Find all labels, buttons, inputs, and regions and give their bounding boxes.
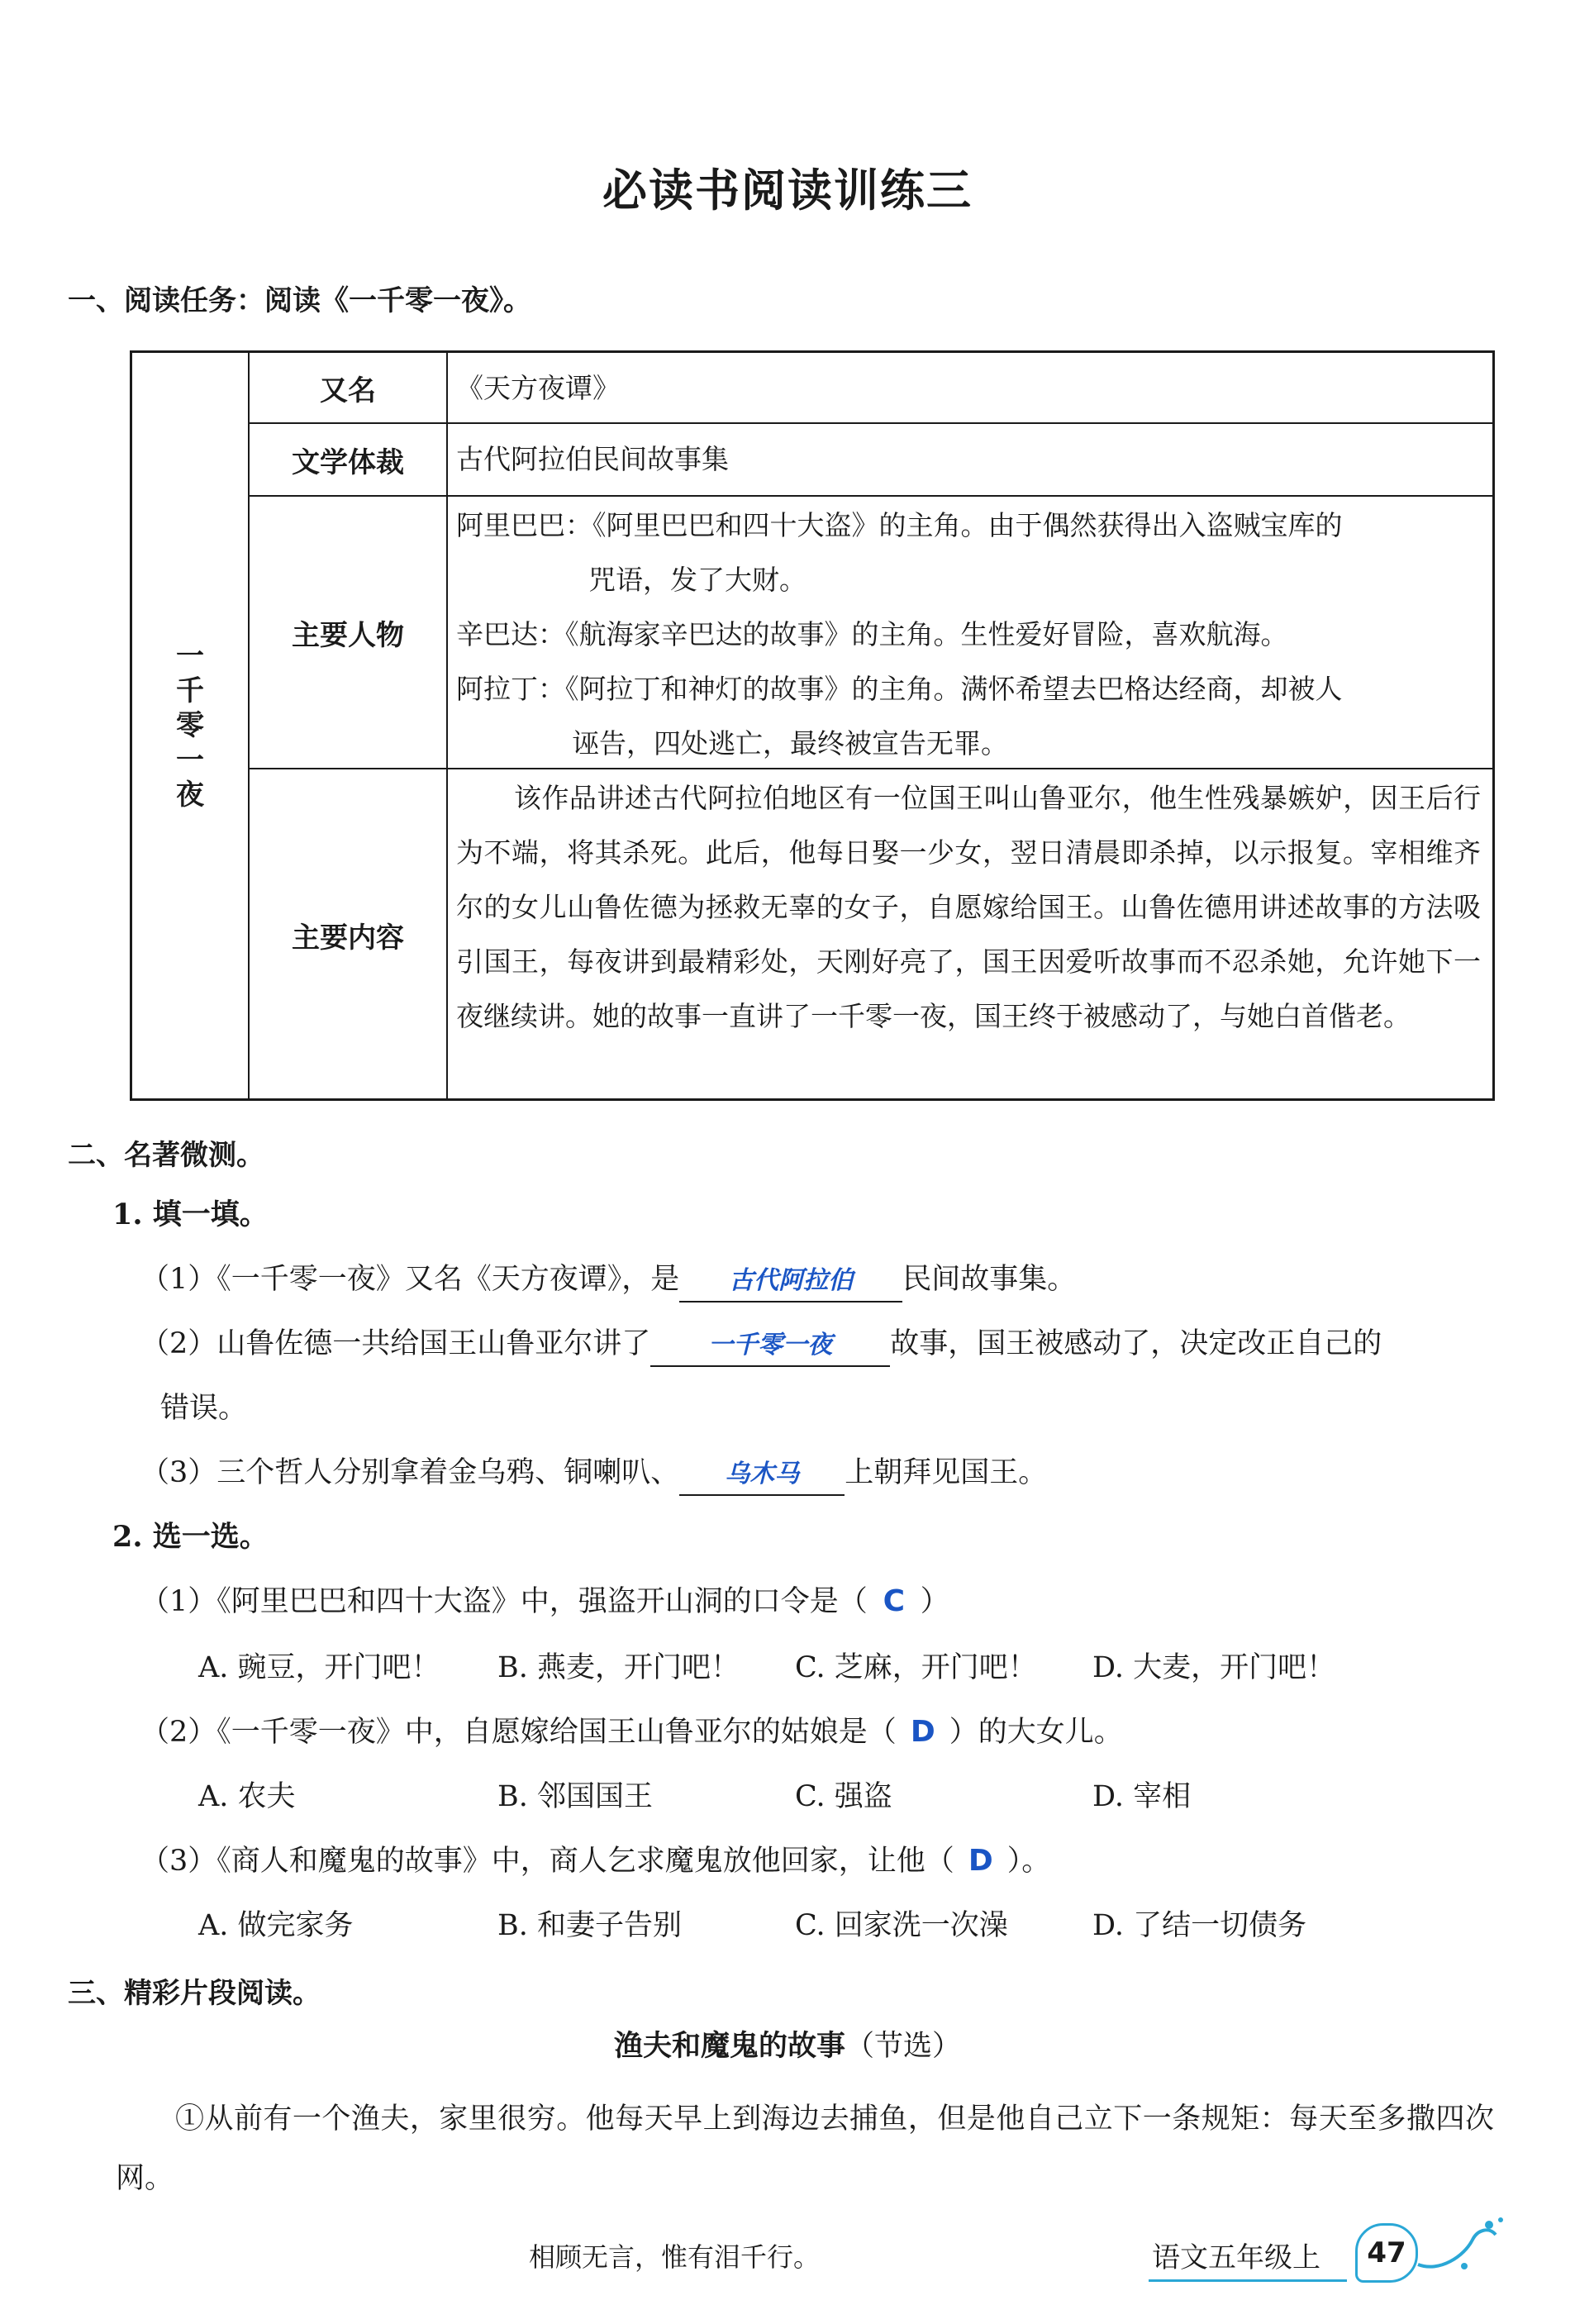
question-text: （3）《商人和魔鬼的故事》中，商人乞求魔鬼放他回家，让他（ — [140, 1845, 954, 1878]
option-b[interactable]: B. 邻国国王 — [497, 1780, 653, 1813]
option-a[interactable]: A. 豌豆，开门吧！ — [198, 1651, 440, 1684]
choose-options-3 — [198, 1906, 1355, 1947]
answer-blank[interactable]: 古代阿拉伯 — [679, 1261, 902, 1302]
question-text: 上朝拜见国王。 — [845, 1456, 1048, 1489]
decorative-swirl-icon — [1415, 2215, 1506, 2281]
choose-options-1 — [198, 1648, 1355, 1689]
genre-value: 古代阿拉伯民间故事集 — [456, 443, 729, 475]
option-c[interactable]: C. 回家洗一次澡 — [795, 1909, 1008, 1942]
question-text: 故事，国王被感动了，决定改正自己的 — [890, 1327, 1382, 1360]
choose-title: 2. 选一选。 — [112, 1520, 269, 1554]
question-text: ）的大女儿。 — [949, 1716, 1123, 1749]
character-line: 阿拉丁：《阿拉丁和神灯的故事》的主角。满怀希望去巴格达经商，却被人 — [456, 673, 1343, 705]
book-info-table — [130, 350, 1495, 1101]
choice-answer[interactable]: D — [910, 1715, 935, 1749]
character-line: 咒语，发了大财。 — [588, 564, 807, 596]
choose-question-1 — [140, 1582, 949, 1622]
choose-options-2 — [198, 1777, 1355, 1818]
choose-question-3 — [140, 1841, 1050, 1881]
fill-title: 1. 填一填。 — [112, 1198, 269, 1231]
passage-title — [0, 2023, 1575, 2064]
footer-underline — [1149, 2279, 1347, 2282]
passage-paragraph: ①从前有一个渔夫，家里很穷。他每天早上到海边去捕鱼，但是他自己立下一条规矩：每天至多撒四次网。 — [116, 2103, 1494, 2195]
footer-book-title: 语文五年级上 — [1152, 2241, 1320, 2274]
question-text: （2）山鲁佐德一共给国王山鲁亚尔讲了 — [140, 1327, 651, 1360]
option-b[interactable]: B. 和妻子告别 — [497, 1909, 682, 1942]
question-text: （2）《一千零一夜》中，自愿嫁给国王山鲁亚尔的姑娘是（ — [140, 1716, 897, 1749]
option-c[interactable]: C. 强盗 — [795, 1780, 892, 1813]
page-number: 47 — [1355, 2223, 1418, 2283]
alias-label: 又名 — [320, 374, 376, 407]
character-line: 诬告，四处逃亡，最终被宣告无罪。 — [572, 727, 1008, 760]
book-title: 一千零一夜 — [176, 640, 204, 812]
character-line: 辛巴达：《航海家辛巴达的故事》的主角。生性爱好冒险，喜欢航海。 — [456, 618, 1288, 650]
fill-question-2-cont: 错误。 — [160, 1392, 248, 1425]
choose-question-2 — [140, 1712, 1123, 1752]
option-b[interactable]: B. 燕麦，开门吧！ — [497, 1651, 740, 1684]
question-text: ） — [920, 1585, 949, 1618]
question-text: （3）三个哲人分别拿着金乌鸦、铜喇叭、 — [140, 1456, 680, 1489]
fill-question-2 — [140, 1324, 1382, 1367]
choice-answer[interactable]: C — [883, 1584, 905, 1618]
question-text: （1）《一千零一夜》又名《天方夜谭》，是 — [140, 1263, 680, 1296]
section-heading-2: 二、名著微测。 — [68, 1139, 264, 1172]
question-text: （1）《阿里巴巴和四十大盗》中，强盗开山洞的口令是（ — [140, 1585, 868, 1618]
passage-title-text: 渔夫和魔鬼的故事 — [613, 2029, 845, 2063]
option-c[interactable]: C. 芝麻，开门吧！ — [795, 1651, 1037, 1684]
footer-quote: 相顾无言，惟有泪千行。 — [529, 2241, 821, 2273]
character-line: 阿里巴巴：《阿里巴巴和四十大盗》的主角。由于偶然获得出入盗贼宝库的 — [456, 509, 1343, 541]
page-title: 必读书阅读训练三 — [602, 164, 973, 217]
book-title-cell — [132, 353, 248, 1098]
choice-answer[interactable]: D — [968, 1844, 993, 1878]
characters-label: 主要人物 — [292, 618, 404, 652]
table-divider — [248, 353, 250, 1098]
option-d[interactable]: D. 了结一切债务 — [1092, 1909, 1307, 1942]
section-heading-1: 一、阅读任务：阅读《一千零一夜》。 — [68, 284, 531, 317]
fill-question-1 — [140, 1260, 1076, 1302]
option-d[interactable]: D. 大麦，开门吧！ — [1092, 1651, 1336, 1684]
question-text: ）。 — [1006, 1845, 1051, 1878]
section-heading-3: 三、精彩片段阅读。 — [68, 1977, 321, 2010]
content-value: 该作品讲述古代阿拉伯地区有一位国王叫山鲁亚尔，他生性残暴嫉妒，因王后行为不端，将其杀死。此后，他每日娶一少女，翌日清晨即杀掉，以示报复。宰相维齐尔的女儿山鲁佐德为拯救无辜的女子，自愿嫁给国王。山鲁佐德用讲述故事的方法吸引国王，每夜讲到最精彩处，天刚好亮了，国王因爱听故事而不忍杀她，允许她下一夜继续讲。她的故事一直讲了一千零一夜，国王终于被感动了，与她白首偕老。 — [456, 782, 1481, 1032]
passage-note: （节选） — [845, 2030, 962, 2063]
alias-value: 《天方夜谭》 — [456, 372, 620, 404]
table-divider — [446, 353, 448, 1098]
fill-question-3 — [140, 1453, 1047, 1496]
question-text: 民间故事集。 — [902, 1263, 1077, 1296]
genre-label: 文学体裁 — [292, 445, 404, 479]
characters-value — [456, 498, 1481, 771]
answer-blank[interactable]: 一千零一夜 — [650, 1326, 890, 1367]
option-d[interactable]: D. 宰相 — [1092, 1780, 1192, 1813]
option-a[interactable]: A. 农夫 — [198, 1780, 296, 1813]
option-a[interactable]: A. 做完家务 — [198, 1909, 354, 1942]
content-label: 主要内容 — [292, 921, 404, 955]
answer-blank[interactable]: 乌木马 — [679, 1455, 845, 1496]
